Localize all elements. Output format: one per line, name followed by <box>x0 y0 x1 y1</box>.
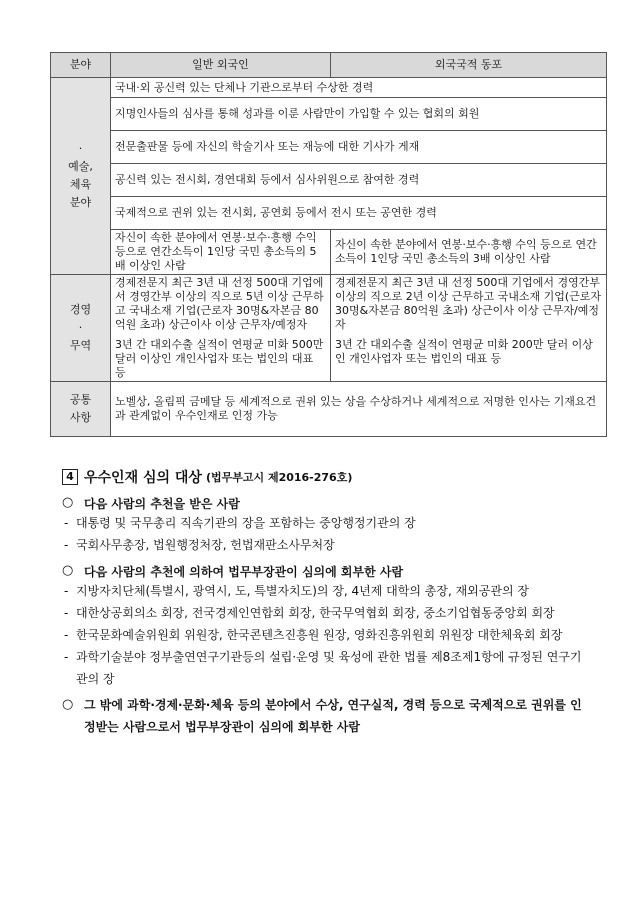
table-header-row <box>51 53 607 78</box>
list-item-text: 지방자치단체(특별시, 광역시, 도, 특별자치도)의 장, 4년제 대학의 총장, 재외공관의 장 <box>76 584 529 598</box>
table-cell: 자신이 속한 분야에서 연봉·보수·흥행 수익 등으로 연간소득이 1인당 국민 총소득의 5배 이상인 사람 <box>111 230 331 275</box>
table-row <box>51 78 607 98</box>
cell-text: 경제전문지 최근 3년 내 선정 500대 기업에서 경영간부 이상의 직으로 5년 이상 근무하고 국내소재 기업(근로자 30명&자본금 80억원 초과) 상근이사 이상 근무자/예정자 <box>115 276 324 331</box>
group-heading-text: 다음 사람의 추천을 받은 사람 <box>84 497 240 511</box>
table-row <box>51 197 607 230</box>
table-row <box>51 164 607 197</box>
circle-bullet-icon: ○ <box>62 563 74 578</box>
cell-text: 3년 간 대외수출 실적이 연평균 미화 200만 달러 이상인 개인사업자 또는 법인의 대표 등 <box>335 338 593 365</box>
table-row <box>51 131 607 164</box>
table-row <box>51 98 607 131</box>
list-item-text: 국회사무총장, 법원행정처장, 헌법재판소사무처장 <box>76 538 335 552</box>
list-item-text: 대통령 및 국무총리 직속기관의 장을 포함하는 중앙행정기관의 장 <box>76 516 416 530</box>
list-item: - 지방자치단체(특별시, 광역시, 도, 특별자치도)의 장, 4년제 대학의 총장, 재외공관의 장 <box>62 580 582 602</box>
list-item-text: 한국문화예술위원회 위원장, 한국콘텐츠진흥원 원장, 영화진흥위원회 위원장 대한체육회 회장 <box>76 628 563 642</box>
header-general-foreigner: 일반 외국인 <box>111 53 331 78</box>
list-item-text: 과학기술분야 정부출연연구기관등의 설립·운영 및 육성에 관한 법률 제8조제1항에 규정된 연구기관의 장 <box>76 650 582 686</box>
cell-text: 3년 간 대외수출 실적이 연평균 미화 500만 달러 이상인 개인사업자 또는 법인의 대표 등 <box>115 338 324 379</box>
category-common: 공통 사항 <box>51 382 111 437</box>
group-heading-text: 다음 사람의 추천에 의하여 법무부장관이 심의에 회부한 사람 <box>84 565 404 579</box>
section-number: 4 <box>62 469 78 485</box>
header-overseas-korean: 외국국적 동포 <box>331 53 607 78</box>
table-row <box>51 382 607 437</box>
group-heading <box>62 495 582 512</box>
section-title: 우수인재 심의 대상 <box>84 470 202 486</box>
table-cell: 전문출판물 등에 자신의 학술기사 또는 재능에 대한 기사가 게재 <box>111 131 607 164</box>
final-item <box>62 694 582 738</box>
final-item-text: 그 밖에 과학·경제·문화·체육 등의 분야에서 수상, 연구실적, 경력 등으로 국제적으로 권위를 인정받는 사람으로서 법무부장관이 심의에 회부한 사람 <box>84 698 582 734</box>
list-item-text: 대한상공회의소 회장, 전국경제인연합회 회장, 한국무역협회 회장, 중소기업협동중앙회 회장 <box>76 606 555 620</box>
section-review-targets <box>62 466 582 738</box>
table-cell: 국제적으로 권위 있는 전시회, 공연회 등에서 전시 또는 공연한 경력 <box>111 197 607 230</box>
list-item: - 과학기술분야 정부출연연구기관등의 설립·운영 및 육성에 관한 법률 제8조제1항에 규정된 연구기관의 장 <box>62 646 582 690</box>
list-item: - 국회사무총장, 법원행정처장, 헌법재판소사무처장 <box>62 534 582 556</box>
table-row <box>51 230 607 275</box>
list-item: - 대통령 및 국무총리 직속기관의 장을 포함하는 중앙행정기관의 장 <box>62 512 582 534</box>
section-heading <box>62 466 582 488</box>
table-cell: 국내·외 공신력 있는 단체나 기관으로부터 수상한 경력 <box>111 78 607 98</box>
requirements-table <box>50 52 607 437</box>
category-business: 경영 · 무역 <box>51 275 111 382</box>
header-field: 분야 <box>51 53 111 78</box>
group-heading <box>62 563 582 580</box>
list-item: - 한국문화예술위원회 위원장, 한국콘텐츠진흥원 원장, 영화진흥위원회 위원장 대한체육회 회장 <box>62 624 582 646</box>
table-cell: 공신력 있는 전시회, 경연대회 등에서 심사위원으로 참여한 경력 <box>111 164 607 197</box>
table-cell: 지명인사들의 심사를 통해 성과를 이룬 사람만이 가입할 수 있는 협회의 회원 <box>111 98 607 131</box>
table-cell <box>111 275 331 382</box>
table-cell: 노벨상, 올림픽 금메달 등 세계적으로 권위 있는 상을 수상하거나 세계적으로 저명한 인사는 기재요건과 관계없이 우수인재로 인정 가능 <box>111 382 607 437</box>
circle-bullet-icon: ○ <box>62 495 74 510</box>
section-reference: (법무부고시 제2016-276호) <box>205 471 353 484</box>
table-row <box>51 275 607 382</box>
circle-bullet-icon: ○ <box>62 697 74 712</box>
list-item: - 대한상공회의소 회장, 전국경제인연합회 회장, 한국무역협회 회장, 중소기업협동중앙회 회장 <box>62 602 582 624</box>
category-arts: · 예술, 체육 분야 <box>51 78 111 275</box>
cell-text: 경제전문지 최근 3년 내 선정 500대 기업에서 경영간부 이상의 직으로 2년 이상 근무하고 국내소재 기업(근로자 30명&자본금 80억원 초과) 상근이사 이상 근무자/예정자 <box>335 276 602 331</box>
table-cell: 자신이 속한 분야에서 연봉·보수·흥행 수익 등으로 연간소득이 1인당 국민 총소득의 3배 이상인 사람 <box>331 230 607 275</box>
table-cell <box>331 275 607 382</box>
